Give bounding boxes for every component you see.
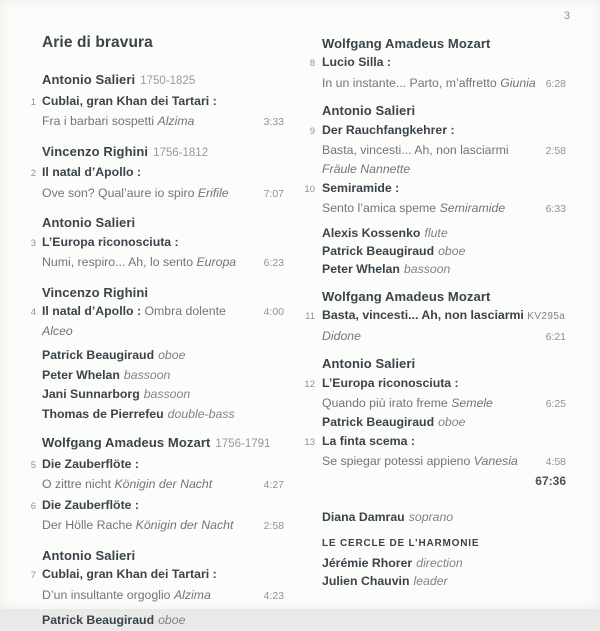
performer-row <box>22 405 284 425</box>
track-line <box>22 475 284 496</box>
performer-role: bassoon <box>403 262 451 277</box>
column-right <box>300 35 566 591</box>
composer-name: Wolfgang Amadeus Mozart <box>322 36 491 51</box>
track-text <box>322 374 566 392</box>
track-line <box>300 160 566 178</box>
track-duration: 4:00 <box>263 306 284 318</box>
ensemble-row <box>300 535 566 553</box>
track-text-segment: Alzima <box>157 114 195 128</box>
track-text-segment: Quando più irato freme <box>322 395 452 410</box>
track-duration: 3:33 <box>263 116 284 128</box>
track-text-segment: In un instante... Parto, m’affretto <box>322 75 501 90</box>
track-text-segment: Se spiegar potessi appieno <box>322 454 474 469</box>
composer-dates: 1756-1791 <box>215 438 271 450</box>
track-text <box>322 452 538 470</box>
group-gap <box>300 346 566 355</box>
performer-row <box>300 572 566 590</box>
track-line <box>300 141 566 160</box>
page-number: 3 <box>563 10 570 22</box>
track-text-segment: Il natal d’Apollo : <box>42 304 142 318</box>
performer-row <box>300 413 566 431</box>
track-text <box>322 121 566 139</box>
track-text-segment: Cublai, gran Khan dei Tartari : <box>42 93 217 108</box>
performer-row <box>22 366 284 386</box>
performer-role: double-bass <box>167 406 235 421</box>
track-text-segment: Lucio Silla : <box>322 55 392 70</box>
track-text-segment: Europa <box>196 255 237 269</box>
performer-role: oboe <box>158 613 186 627</box>
track-text-segment: Numi, respiro... Ah, lo sento <box>42 255 197 269</box>
track-text-segment: Alceo <box>42 323 73 338</box>
total-duration-row <box>300 472 566 490</box>
track-text-segment: Die Zauberflöte : <box>42 497 140 512</box>
composer-row <box>22 546 284 566</box>
composer-name: Antonio Salieri <box>42 215 136 230</box>
track-text <box>42 302 256 341</box>
composer-name: Vincenzo Righini <box>42 284 149 300</box>
track-list-left <box>22 70 284 631</box>
performer-name: Patrick Beaugiraud <box>322 244 435 259</box>
track-number: 1 <box>30 96 36 108</box>
track-line <box>22 516 284 537</box>
composer-name: Antonio Salieri <box>322 356 416 372</box>
performer-row <box>300 224 566 242</box>
track-duration: 6:33 <box>545 203 566 216</box>
track-line <box>22 302 284 341</box>
track-line <box>22 253 284 274</box>
performer-row <box>22 611 284 631</box>
track-text-segment: Ove son? Qual’aure io spiro <box>42 185 198 200</box>
track-line <box>300 452 566 471</box>
track-text <box>42 496 284 516</box>
track-text-segment: Didone <box>322 328 361 343</box>
track-line <box>300 394 566 413</box>
track-text-segment: Il natal d’Apollo : <box>42 165 142 179</box>
track-text-segment: L’Europa riconosciuta : <box>42 234 179 249</box>
track-line <box>300 432 566 452</box>
track-text <box>322 432 566 450</box>
track-text <box>42 163 284 183</box>
track-text-segment: Basta, vincesti... Ah, non lasciarmi <box>322 308 528 323</box>
composer-row <box>300 102 566 120</box>
performer-row <box>22 385 284 405</box>
track-duration: 6:21 <box>545 330 566 343</box>
track-number: 3 <box>30 237 36 249</box>
track-duration: 7:07 <box>263 187 284 200</box>
composer-name: Antonio Salieri <box>42 72 136 87</box>
performer-row <box>22 346 284 366</box>
column-left <box>22 33 284 631</box>
track-text-segment: Der Hölle Rache <box>42 518 136 532</box>
track-text-segment: Fra i barbari sospetti <box>42 114 158 128</box>
track-text-segment: Semele <box>451 395 493 410</box>
performer-row <box>300 260 566 278</box>
track-text <box>42 455 284 475</box>
composer-row <box>22 433 284 455</box>
track-duration: 6:25 <box>545 397 566 410</box>
track-number: 4 <box>30 307 36 318</box>
performer-role: flute <box>424 225 448 240</box>
composer-row <box>22 213 284 233</box>
track-text <box>42 184 256 204</box>
track-text-segment: Königin der Nacht <box>114 477 213 491</box>
group-gap-large <box>300 490 566 508</box>
track-text-segment: Fräule Nannette <box>322 162 411 177</box>
track-duration: 4:27 <box>263 479 284 491</box>
track-line <box>22 565 284 586</box>
track-text <box>42 565 284 585</box>
track-text <box>42 586 256 606</box>
performer-name: Peter Whelan <box>322 262 400 277</box>
track-duration: 4:23 <box>263 589 284 602</box>
track-text-segment: Semiramide <box>439 201 506 216</box>
composer-row <box>22 70 284 92</box>
performer-name: Patrick Beaugiraud <box>322 415 435 430</box>
track-number: 9 <box>309 125 315 137</box>
performer-role: leader <box>413 574 448 589</box>
track-text <box>42 516 256 536</box>
performer-role: direction <box>416 555 463 570</box>
performer-row <box>300 508 566 526</box>
track-text <box>322 141 538 159</box>
group-gap <box>22 204 284 213</box>
group-gap <box>22 537 284 546</box>
track-line <box>300 121 566 141</box>
performer-role: oboe <box>438 244 466 259</box>
track-line <box>22 455 284 476</box>
track-text <box>322 199 538 217</box>
performer-name: Alexis Kossenko <box>322 225 421 240</box>
track-duration: 6:28 <box>545 77 566 90</box>
track-text <box>322 160 566 178</box>
track-number: 12 <box>304 378 315 390</box>
track-text-segment: KV295a <box>527 311 566 323</box>
track-duration: 2:58 <box>263 520 284 532</box>
track-text-segment: Cublai, gran Khan dei Tartari : <box>42 567 217 581</box>
track-text-segment: Basta, vincesti... Ah, non lasciarmi <box>322 143 509 158</box>
track-text <box>42 475 256 495</box>
track-duration: 6:23 <box>263 257 284 269</box>
group-gap <box>22 133 284 142</box>
track-number: 8 <box>309 58 315 70</box>
track-text <box>322 306 566 326</box>
track-number: 2 <box>30 168 36 179</box>
performer-row <box>300 242 566 260</box>
track-text-segment: Erifile <box>197 185 229 200</box>
composer-name: Wolfgang Amadeus Mozart <box>322 288 491 304</box>
track-text-segment: Alzima <box>173 587 211 602</box>
track-text <box>322 394 538 412</box>
track-line <box>300 179 566 199</box>
group-gap <box>22 274 284 283</box>
composer-row <box>300 288 566 306</box>
track-number: 6 <box>30 500 36 512</box>
track-text-segment: Die Zauberflöte : <box>42 456 140 471</box>
composer-row <box>300 35 566 53</box>
track-text <box>322 327 538 345</box>
composer-dates: 1750-1825 <box>140 75 196 87</box>
track-text-segment: O zittre nicht <box>42 477 115 491</box>
composer-row <box>22 283 284 303</box>
track-line <box>300 199 566 218</box>
composer-name: Antonio Salieri <box>42 547 136 563</box>
composer-name: Vincenzo Righini <box>42 143 149 159</box>
track-line <box>300 74 566 93</box>
performer-name: Julien Chauvin <box>322 574 410 589</box>
performer-name: Patrick Beaugiraud <box>42 348 155 362</box>
performer-name: Peter Whelan <box>42 367 120 382</box>
composer-row <box>300 355 566 373</box>
performer-name: Diana Damrau <box>322 509 405 524</box>
performer-role: oboe <box>438 415 466 430</box>
track-text <box>42 92 284 112</box>
performer-role: soprano <box>408 509 454 524</box>
track-text-segment: Semiramide : <box>322 180 400 195</box>
track-text <box>42 233 284 253</box>
performer-role: bassoon <box>123 367 171 382</box>
track-number: 5 <box>30 459 36 471</box>
track-text <box>42 112 256 132</box>
track-text-segment: D’un insultante orgoglio <box>42 587 174 602</box>
track-text <box>42 253 256 273</box>
page-title: Arie di bravura <box>42 34 153 51</box>
track-text <box>322 53 566 71</box>
track-line <box>22 112 284 133</box>
track-text-segment: Königin der Nacht <box>135 518 234 532</box>
composer-name: Antonio Salieri <box>322 103 416 119</box>
track-line <box>300 306 566 326</box>
composer-name: Wolfgang Amadeus Mozart <box>42 435 211 450</box>
group-gap <box>22 424 284 433</box>
group-gap <box>300 93 566 102</box>
group-gap <box>300 526 566 535</box>
track-line <box>22 92 284 113</box>
track-line <box>22 163 284 184</box>
performer-name: Jérémie Rhorer <box>322 555 413 570</box>
track-number: 13 <box>304 436 315 448</box>
track-line <box>22 233 284 254</box>
track-line <box>22 586 284 607</box>
track-text-segment: Ombra dolente <box>141 304 226 318</box>
performer-name: Patrick Beaugiraud <box>42 613 155 627</box>
track-line <box>300 327 566 346</box>
track-text-segment: Der Rauchfangkehrer : <box>322 122 455 137</box>
track-number: 10 <box>304 183 315 195</box>
track-line <box>300 53 566 73</box>
track-duration: 4:58 <box>545 456 566 469</box>
track-number: 11 <box>305 311 315 323</box>
track-text-segment: Sento l’amica speme <box>322 201 440 216</box>
track-list-right <box>300 35 566 591</box>
group-gap <box>300 279 566 288</box>
track-line <box>300 374 566 394</box>
composer-dates: 1756-1812 <box>153 146 209 159</box>
performer-role: bassoon <box>143 387 191 401</box>
composer-row <box>22 142 284 164</box>
ensemble-name: LE CERCLE DE L’HARMONIE <box>322 538 480 550</box>
track-text-segment: Vanesia <box>473 454 518 469</box>
total-duration: 67:36 <box>535 473 566 488</box>
track-text-segment: L’Europa riconosciuta : <box>322 375 459 390</box>
track-number: 7 <box>30 570 36 581</box>
performer-row <box>300 554 566 572</box>
performer-name: Thomas de Pierrefeu <box>42 406 164 421</box>
track-text <box>322 179 566 197</box>
performer-name: Jani Sunnarborg <box>42 387 140 401</box>
track-text-segment: Giunia <box>500 75 536 90</box>
track-line <box>22 184 284 205</box>
track-text-segment: La finta scema : <box>322 433 415 448</box>
track-text <box>322 74 538 92</box>
track-line <box>22 496 284 517</box>
performer-role: oboe <box>158 348 186 362</box>
track-duration: 2:58 <box>545 145 566 158</box>
